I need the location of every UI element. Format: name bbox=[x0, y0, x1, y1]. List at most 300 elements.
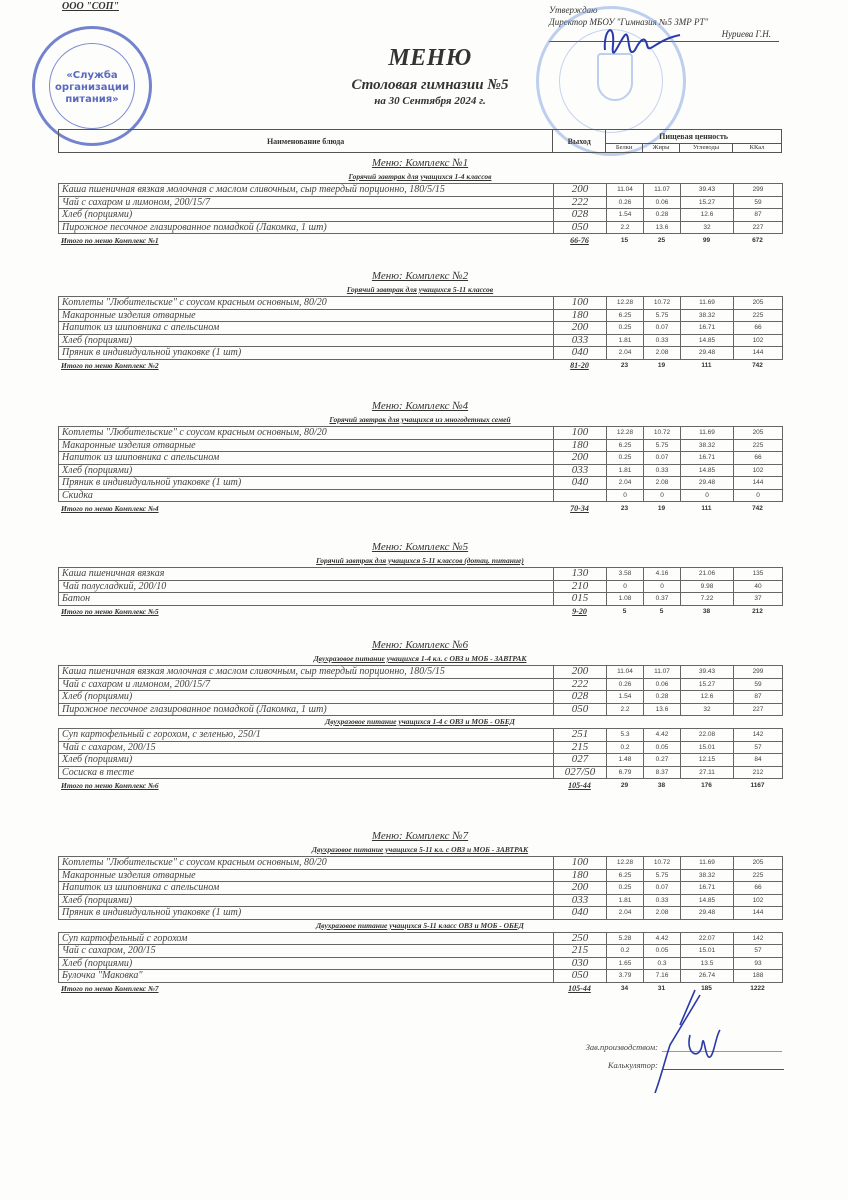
dish-fat: 0 bbox=[644, 580, 681, 593]
dish-kcal: 87 bbox=[734, 691, 783, 704]
dish-fat: 8.37 bbox=[644, 766, 681, 779]
total-protein: 23 bbox=[620, 362, 629, 369]
dish-row bbox=[59, 439, 783, 452]
total-carbs: 111 bbox=[701, 504, 712, 512]
dish-protein: 0.2 bbox=[607, 741, 644, 754]
dish-row bbox=[59, 322, 783, 335]
dish-kcal: 87 bbox=[734, 209, 783, 222]
dish-output: 180 bbox=[554, 439, 607, 452]
dish-carbs: 14.85 bbox=[681, 334, 734, 347]
total-carbs: 111 bbox=[701, 362, 712, 369]
dish-row bbox=[59, 945, 783, 958]
dish-output: 040 bbox=[554, 477, 607, 490]
meal-group-title: Двухразовое питание учащихся 5-11 кл. с ОВЗ и МОБ - ЗАВТРАК bbox=[311, 845, 529, 854]
dish-carbs: 29.48 bbox=[681, 347, 734, 360]
complex-title: Меню: Комплекс №2 bbox=[371, 270, 469, 282]
dish-carbs: 15.01 bbox=[681, 741, 734, 754]
dish-row bbox=[59, 334, 783, 347]
calculator-signature-line bbox=[662, 1058, 784, 1070]
complex-title: Меню: Комплекс №1 bbox=[371, 157, 469, 169]
total-protein: 5 bbox=[622, 608, 627, 615]
total-label: Итого по меню Комплекс №1 bbox=[61, 235, 159, 245]
dish-name: Хлеб (порциями) bbox=[59, 894, 554, 907]
dish-fat: 0.33 bbox=[644, 894, 681, 907]
total-label: Итого по меню Комплекс №2 bbox=[61, 361, 159, 370]
dish-row bbox=[59, 196, 783, 209]
dish-carbs: 11.69 bbox=[681, 297, 734, 310]
page-subtitle: Столовая гимназии №5 bbox=[351, 77, 509, 93]
total-price: 81-20 bbox=[570, 361, 589, 370]
dish-name: Пряник в индивидуальной упаковке (1 шт) bbox=[59, 347, 554, 360]
dish-fat: 4.42 bbox=[644, 729, 681, 742]
dish-carbs: 26.74 bbox=[681, 970, 734, 983]
total-kcal: 1167 bbox=[750, 781, 765, 789]
dish-fat: 0.07 bbox=[644, 882, 681, 895]
dish-output: 200 bbox=[554, 322, 607, 335]
dish-kcal: 66 bbox=[734, 322, 783, 335]
dish-row bbox=[59, 347, 783, 360]
dish-output: 100 bbox=[554, 297, 607, 310]
dish-name: Хлеб (порциями) bbox=[59, 957, 554, 970]
dish-name: Сосиска в тесте bbox=[59, 766, 554, 779]
organization-name: ООО "СОП" bbox=[62, 1, 119, 12]
dish-row bbox=[59, 580, 783, 593]
dish-protein: 11.04 bbox=[607, 184, 644, 197]
dish-fat: 0.28 bbox=[644, 691, 681, 704]
dish-carbs: 0 bbox=[681, 489, 734, 502]
dish-protein: 6.25 bbox=[607, 869, 644, 882]
dish-row bbox=[59, 894, 783, 907]
dish-output: 040 bbox=[554, 907, 607, 920]
total-price: 70-34 bbox=[570, 503, 589, 513]
dish-name: Котлеты "Любительские" с соусом красным основным, 80/20 bbox=[59, 857, 554, 870]
dish-fat: 0.37 bbox=[644, 593, 681, 606]
complex-total-row bbox=[58, 360, 782, 372]
dish-fat: 2.08 bbox=[644, 347, 681, 360]
complex-section bbox=[58, 398, 782, 514]
dish-output: 033 bbox=[554, 894, 607, 907]
dish-output: 250 bbox=[554, 932, 607, 945]
document-title-block bbox=[300, 44, 560, 108]
dish-protein: 1.65 bbox=[607, 957, 644, 970]
dish-fat: 0.07 bbox=[644, 452, 681, 465]
dish-carbs: 22.07 bbox=[681, 932, 734, 945]
meal-group-title: Горячий завтрак для учащихся 5-11 классов bbox=[346, 285, 494, 294]
dish-name: Хлеб (порциями) bbox=[59, 334, 554, 347]
complex-section bbox=[58, 268, 782, 372]
calculator-row bbox=[560, 1052, 784, 1070]
column-header-carbs: Углеводы bbox=[680, 143, 733, 152]
stamp-text bbox=[35, 70, 149, 106]
dish-output: 215 bbox=[554, 741, 607, 754]
dish-carbs: 16.71 bbox=[681, 882, 734, 895]
total-carbs: 176 bbox=[701, 781, 712, 789]
dish-carbs: 12.6 bbox=[681, 691, 734, 704]
dish-fat: 4.42 bbox=[644, 932, 681, 945]
dish-output: 050 bbox=[554, 221, 607, 234]
dish-output: 200 bbox=[554, 666, 607, 679]
dish-carbs: 29.48 bbox=[681, 477, 734, 490]
dish-name: Напиток из шиповника с апельсином bbox=[59, 452, 554, 465]
dish-carbs: 15.27 bbox=[681, 196, 734, 209]
total-label: Итого по меню Комплекс №7 bbox=[61, 984, 159, 993]
dish-fat: 0 bbox=[644, 489, 681, 502]
dish-kcal: 135 bbox=[734, 568, 783, 581]
dish-name: Чай с сахаром, 200/15 bbox=[59, 945, 554, 958]
total-protein: 23 bbox=[620, 504, 629, 512]
meal-group-title: Горячий завтрак для учащихся 5-11 классов (дотац. питание) bbox=[316, 556, 524, 565]
dish-name: Хлеб (порциями) bbox=[59, 464, 554, 477]
dish-output: 028 bbox=[554, 209, 607, 222]
dish-fat: 0.06 bbox=[644, 678, 681, 691]
dish-fat: 0.33 bbox=[644, 464, 681, 477]
total-price: 66-76 bbox=[570, 235, 589, 245]
dish-name: Каша пшеничная вязкая молочная с маслом сливочным, сыр твердый порционно, 180/5/15 bbox=[59, 184, 554, 197]
dish-kcal: 40 bbox=[734, 580, 783, 593]
dish-kcal: 225 bbox=[734, 309, 783, 322]
complex-title: Меню: Комплекс №7 bbox=[371, 830, 469, 842]
dish-carbs: 15.27 bbox=[681, 678, 734, 691]
column-header-output: Выход bbox=[553, 130, 606, 153]
complex-section bbox=[58, 539, 782, 618]
total-fat: 25 bbox=[657, 236, 666, 244]
dish-table bbox=[58, 567, 783, 606]
dish-protein: 0.25 bbox=[607, 882, 644, 895]
dish-protein: 2.04 bbox=[607, 907, 644, 920]
dish-kcal: 66 bbox=[734, 452, 783, 465]
dish-carbs: 39.43 bbox=[681, 666, 734, 679]
dish-kcal: 0 bbox=[734, 489, 783, 502]
dish-protein: 1.48 bbox=[607, 754, 644, 767]
complex-title: Меню: Комплекс №4 bbox=[371, 400, 469, 412]
dish-fat: 2.08 bbox=[644, 907, 681, 920]
total-price: 105-44 bbox=[568, 780, 591, 790]
dish-carbs: 38.32 bbox=[681, 439, 734, 452]
dish-row bbox=[59, 209, 783, 222]
dish-protein: 12.28 bbox=[607, 297, 644, 310]
total-label: Итого по меню Комплекс №5 bbox=[61, 607, 159, 616]
dish-fat: 0.28 bbox=[644, 209, 681, 222]
dish-output: 200 bbox=[554, 184, 607, 197]
total-fat: 31 bbox=[657, 985, 666, 992]
dish-protein: 1.81 bbox=[607, 464, 644, 477]
dish-row bbox=[59, 452, 783, 465]
dish-fat: 11.07 bbox=[644, 184, 681, 197]
complex-total-row bbox=[58, 983, 782, 995]
dish-name: Пряник в индивидуальной упаковке (1 шт) bbox=[59, 907, 554, 920]
dish-protein: 2.2 bbox=[607, 703, 644, 716]
dish-name: Пирожное песочное глазированное помадкой (Лакомка, 1 шт) bbox=[59, 703, 554, 716]
complex-total-row bbox=[58, 234, 782, 246]
dish-name: Суп картофельный с горохом bbox=[59, 932, 554, 945]
complex-total-row bbox=[58, 502, 782, 514]
dish-output: 200 bbox=[554, 452, 607, 465]
dish-output: 050 bbox=[554, 703, 607, 716]
dish-protein: 0 bbox=[607, 489, 644, 502]
total-kcal: 1222 bbox=[750, 985, 765, 992]
stamp-text-line-1: «Служба bbox=[66, 70, 118, 81]
column-header-table bbox=[58, 129, 782, 153]
dish-row bbox=[59, 691, 783, 704]
dish-carbs: 16.71 bbox=[681, 452, 734, 465]
dish-output: 210 bbox=[554, 580, 607, 593]
dish-carbs: 7.22 bbox=[681, 593, 734, 606]
total-label: Итого по меню Комплекс №4 bbox=[61, 503, 159, 513]
dish-protein: 6.25 bbox=[607, 439, 644, 452]
total-kcal: 212 bbox=[752, 608, 763, 615]
dish-protein: 12.28 bbox=[607, 427, 644, 440]
dish-protein: 11.04 bbox=[607, 666, 644, 679]
page-title: МЕНЮ bbox=[388, 45, 472, 71]
dish-table bbox=[58, 856, 783, 920]
dish-output: 222 bbox=[554, 678, 607, 691]
approval-line-1: Утверждаю bbox=[549, 5, 598, 15]
dish-row bbox=[59, 427, 783, 440]
dish-row bbox=[59, 309, 783, 322]
dish-fat: 13.6 bbox=[644, 221, 681, 234]
dish-name: Суп картофельный с горохом, с зеленью, 250/1 bbox=[59, 729, 554, 742]
complex-total-row bbox=[58, 779, 782, 791]
complex-total-row bbox=[58, 606, 782, 618]
dish-row bbox=[59, 221, 783, 234]
dish-table bbox=[58, 296, 783, 360]
dish-row bbox=[59, 703, 783, 716]
dish-fat: 13.6 bbox=[644, 703, 681, 716]
dish-name: Чай полусладкий, 200/10 bbox=[59, 580, 554, 593]
calculator-label: Калькулятор: bbox=[607, 1060, 658, 1070]
stamp-text-line-3: питания» bbox=[65, 94, 119, 105]
complex-section bbox=[58, 155, 782, 246]
dish-row bbox=[59, 754, 783, 767]
dish-fat: 0.07 bbox=[644, 322, 681, 335]
dish-kcal: 205 bbox=[734, 427, 783, 440]
dish-output: 251 bbox=[554, 729, 607, 742]
meal-group-title: Двухразовое питание учащихся 1-4 с ОВЗ и МОБ - ОБЕД bbox=[325, 717, 515, 726]
dish-carbs: 29.48 bbox=[681, 907, 734, 920]
dish-carbs: 32 bbox=[681, 221, 734, 234]
dish-fat: 5.75 bbox=[644, 439, 681, 452]
dish-kcal: 93 bbox=[734, 957, 783, 970]
complex-title: Меню: Комплекс №6 bbox=[371, 639, 469, 651]
dish-protein: 1.54 bbox=[607, 691, 644, 704]
dish-name: Скидка bbox=[59, 489, 554, 502]
dish-kcal: 188 bbox=[734, 970, 783, 983]
dish-table bbox=[58, 665, 783, 716]
production-head-signature-line bbox=[662, 1040, 782, 1052]
dish-output: 027/50 bbox=[554, 766, 607, 779]
dish-row bbox=[59, 741, 783, 754]
dish-output: 215 bbox=[554, 945, 607, 958]
dish-row bbox=[59, 297, 783, 310]
dish-fat: 0.05 bbox=[644, 741, 681, 754]
dish-fat: 10.72 bbox=[644, 427, 681, 440]
dish-row bbox=[59, 678, 783, 691]
dish-name: Чай с сахаром, 200/15 bbox=[59, 741, 554, 754]
total-fat: 19 bbox=[657, 504, 666, 512]
dish-protein: 3.79 bbox=[607, 970, 644, 983]
dish-protein: 6.25 bbox=[607, 309, 644, 322]
approval-signatory: Нуриева Г.Н. bbox=[721, 29, 771, 39]
meal-group-title: Горячий завтрак для учащихся 1-4 классов bbox=[348, 172, 492, 181]
dish-kcal: 225 bbox=[734, 869, 783, 882]
dish-protein: 1.81 bbox=[607, 334, 644, 347]
dish-fat: 0.3 bbox=[644, 957, 681, 970]
dish-row bbox=[59, 869, 783, 882]
total-fat: 19 bbox=[657, 362, 666, 369]
dish-fat: 7.16 bbox=[644, 970, 681, 983]
dish-row bbox=[59, 593, 783, 606]
dish-row bbox=[59, 957, 783, 970]
dish-protein: 2.2 bbox=[607, 221, 644, 234]
dish-carbs: 39.43 bbox=[681, 184, 734, 197]
dish-protein: 3.58 bbox=[607, 568, 644, 581]
dish-output: 050 bbox=[554, 970, 607, 983]
dish-kcal: 212 bbox=[734, 766, 783, 779]
dish-row bbox=[59, 729, 783, 742]
column-header-fat: Жиры bbox=[643, 143, 680, 152]
total-label: Итого по меню Комплекс №6 bbox=[61, 780, 159, 790]
dish-row bbox=[59, 882, 783, 895]
dish-name: Хлеб (порциями) bbox=[59, 691, 554, 704]
dish-output: 130 bbox=[554, 568, 607, 581]
total-carbs: 99 bbox=[702, 236, 711, 244]
dish-carbs: 14.85 bbox=[681, 464, 734, 477]
total-carbs: 38 bbox=[702, 608, 711, 615]
dish-table bbox=[58, 932, 783, 983]
dish-fat: 11.07 bbox=[644, 666, 681, 679]
total-kcal: 742 bbox=[752, 504, 763, 512]
organization-stamp-icon bbox=[32, 26, 152, 146]
column-header-nutrition: Пищевая ценность bbox=[606, 130, 782, 144]
dish-protein: 1.54 bbox=[607, 209, 644, 222]
dish-fat: 0.05 bbox=[644, 945, 681, 958]
dish-name: Булочка "Маковка" bbox=[59, 970, 554, 983]
complex-section bbox=[58, 828, 782, 995]
dish-carbs: 15.01 bbox=[681, 945, 734, 958]
dish-kcal: 59 bbox=[734, 196, 783, 209]
dish-name: Чай с сахаром и лимоном, 200/15/7 bbox=[59, 678, 554, 691]
dish-name: Каша пшеничная вязкая bbox=[59, 568, 554, 581]
dish-kcal: 299 bbox=[734, 184, 783, 197]
dish-kcal: 144 bbox=[734, 477, 783, 490]
dish-fat: 4.16 bbox=[644, 568, 681, 581]
dish-kcal: 225 bbox=[734, 439, 783, 452]
dish-output: 040 bbox=[554, 347, 607, 360]
dish-output: 033 bbox=[554, 334, 607, 347]
dish-kcal: 57 bbox=[734, 945, 783, 958]
dish-output: 200 bbox=[554, 882, 607, 895]
total-fat: 38 bbox=[657, 781, 666, 789]
dish-carbs: 38.32 bbox=[681, 869, 734, 882]
dish-carbs: 11.69 bbox=[681, 857, 734, 870]
dish-carbs: 14.85 bbox=[681, 894, 734, 907]
dish-carbs: 11.69 bbox=[681, 427, 734, 440]
dish-protein: 1.08 bbox=[607, 593, 644, 606]
dish-name: Макаронные изделия отварные bbox=[59, 439, 554, 452]
dish-output: 030 bbox=[554, 957, 607, 970]
column-header-kcal: ККал bbox=[733, 143, 782, 152]
total-price: 9-20 bbox=[572, 607, 587, 616]
dish-kcal: 142 bbox=[734, 932, 783, 945]
dish-carbs: 38.32 bbox=[681, 309, 734, 322]
dish-kcal: 59 bbox=[734, 678, 783, 691]
dish-row bbox=[59, 907, 783, 920]
dish-protein: 0.2 bbox=[607, 945, 644, 958]
dish-kcal: 205 bbox=[734, 297, 783, 310]
complex-title: Меню: Комплекс №5 bbox=[371, 541, 469, 553]
dish-fat: 5.75 bbox=[644, 869, 681, 882]
dish-carbs: 12.15 bbox=[681, 754, 734, 767]
dish-kcal: 57 bbox=[734, 741, 783, 754]
dish-protein: 5.28 bbox=[607, 932, 644, 945]
dish-kcal: 37 bbox=[734, 593, 783, 606]
dish-carbs: 21.06 bbox=[681, 568, 734, 581]
coat-of-arms-icon bbox=[597, 53, 633, 101]
dish-row bbox=[59, 489, 783, 502]
dish-kcal: 102 bbox=[734, 894, 783, 907]
dish-name: Хлеб (порциями) bbox=[59, 754, 554, 767]
dish-output: 028 bbox=[554, 691, 607, 704]
dish-protein: 1.81 bbox=[607, 894, 644, 907]
dish-output bbox=[554, 489, 607, 502]
dish-carbs: 9.98 bbox=[681, 580, 734, 593]
dish-kcal: 66 bbox=[734, 882, 783, 895]
meal-group-title: Горячий завтрак для учащихся из многодетных семей bbox=[329, 415, 511, 424]
production-head-label: Зав.производством: bbox=[585, 1042, 658, 1052]
dish-protein: 2.04 bbox=[607, 347, 644, 360]
dish-output: 100 bbox=[554, 427, 607, 440]
total-fat: 5 bbox=[659, 608, 664, 615]
dish-name: Напиток из шиповника с апельсином bbox=[59, 322, 554, 335]
dish-output: 180 bbox=[554, 309, 607, 322]
dish-output: 027 bbox=[554, 754, 607, 767]
meal-group-title: Двухразовое питание учащихся 5-11 класс ОВЗ и МОБ - ОБЕД bbox=[316, 920, 524, 930]
dish-protein: 0.26 bbox=[607, 678, 644, 691]
dish-kcal: 84 bbox=[734, 754, 783, 767]
dish-name: Каша пшеничная вязкая молочная с маслом сливочным, сыр твердый порционно, 180/5/15 bbox=[59, 666, 554, 679]
dish-fat: 0.33 bbox=[644, 334, 681, 347]
dish-fat: 5.75 bbox=[644, 309, 681, 322]
dish-protein: 6.79 bbox=[607, 766, 644, 779]
dish-row bbox=[59, 766, 783, 779]
dish-name: Хлеб (порциями) bbox=[59, 209, 554, 222]
approval-line-2: Директор МБОУ "Гимназия №5 ЗМР РТ" bbox=[549, 17, 709, 27]
dish-name: Чай с сахаром и лимоном, 200/15/7 bbox=[59, 196, 554, 209]
dish-row bbox=[59, 477, 783, 490]
footer-signatures bbox=[560, 1034, 784, 1070]
dish-kcal: 227 bbox=[734, 703, 783, 716]
total-price: 105-44 bbox=[568, 984, 591, 993]
dish-kcal: 142 bbox=[734, 729, 783, 742]
dish-fat: 0.27 bbox=[644, 754, 681, 767]
dish-kcal: 144 bbox=[734, 907, 783, 920]
dish-row bbox=[59, 568, 783, 581]
dish-carbs: 13.5 bbox=[681, 957, 734, 970]
dish-protein: 0.26 bbox=[607, 196, 644, 209]
dish-carbs: 16.71 bbox=[681, 322, 734, 335]
dish-output: 100 bbox=[554, 857, 607, 870]
dish-row bbox=[59, 666, 783, 679]
dish-protein: 0.25 bbox=[607, 322, 644, 335]
dish-name: Макаронные изделия отварные bbox=[59, 869, 554, 882]
dish-name: Батон bbox=[59, 593, 554, 606]
dish-carbs: 32 bbox=[681, 703, 734, 716]
complex-section bbox=[58, 637, 782, 791]
dish-name: Котлеты "Любительские" с соусом красным основным, 80/20 bbox=[59, 297, 554, 310]
stamp-text-line-2: организации bbox=[55, 82, 129, 93]
total-protein: 29 bbox=[620, 781, 629, 789]
dish-protein: 12.28 bbox=[607, 857, 644, 870]
